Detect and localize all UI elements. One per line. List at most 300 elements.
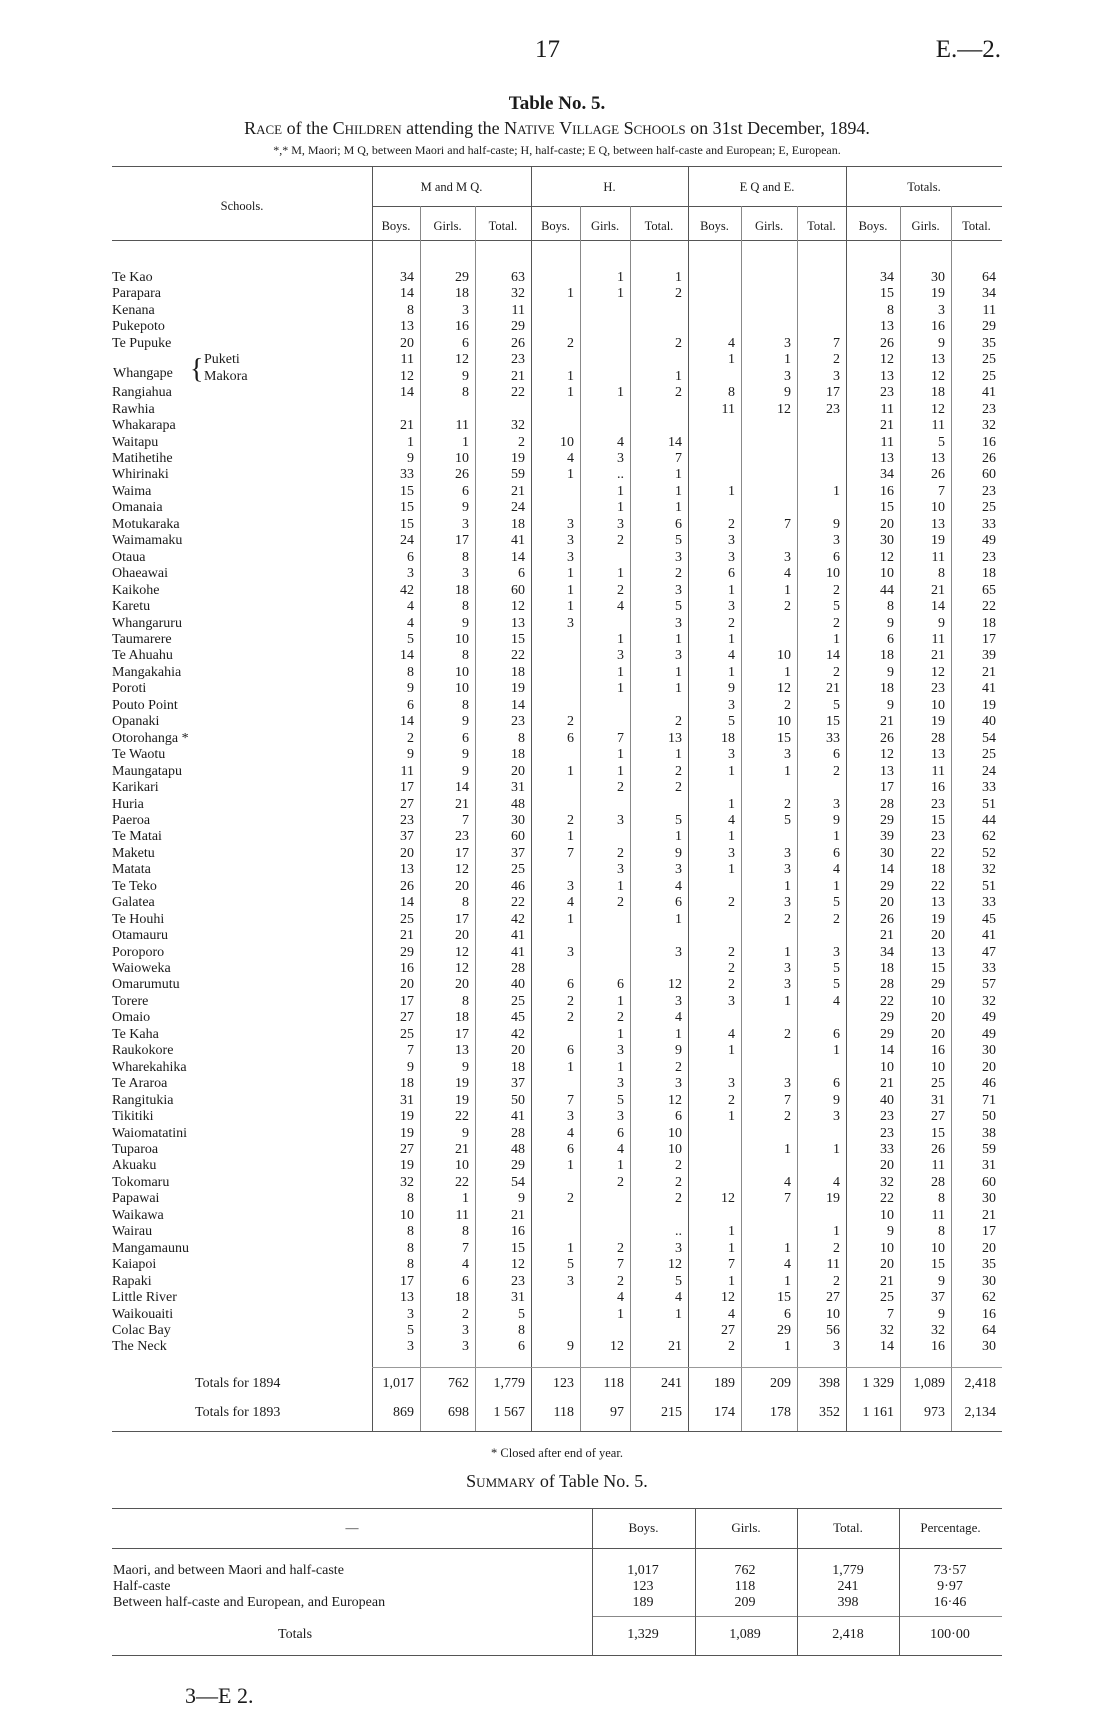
table-cell: 42 [511, 911, 525, 927]
table-cell: 10 [455, 1158, 469, 1174]
table-cell: 15 [511, 1240, 525, 1256]
table-cell: 5 [567, 1257, 574, 1273]
totals-cell: 869 [393, 1405, 414, 1420]
table-cell: 9 [938, 1273, 945, 1289]
table-cell: 5 [407, 1323, 414, 1338]
table-cell [531, 665, 580, 681]
totals-cell: 1 161 [862, 1405, 894, 1420]
summary-total-cell: 2,418 [832, 1627, 864, 1642]
school-name: Whakarapa [112, 418, 176, 434]
table-cell: 2 [617, 582, 624, 598]
table-cell: 3 [728, 1076, 735, 1092]
table-cell: 4 [462, 1257, 469, 1273]
sub-header-boys: Boys. [541, 219, 570, 233]
table-cell: 4 [617, 1290, 624, 1306]
table-cell: 1 [728, 763, 735, 779]
table-cell: 32 [400, 1174, 414, 1190]
table-cell: 10 [455, 681, 469, 697]
table-cell: 41 [982, 681, 996, 697]
table-cell [630, 352, 688, 368]
group-header-totals: Totals. [907, 180, 941, 194]
table-cell [688, 286, 741, 302]
table-cell: 1 [728, 1240, 735, 1256]
table-cell [580, 336, 630, 352]
table-cell: 6 [833, 1026, 840, 1042]
table-cell: 2 [617, 895, 624, 911]
totals-cell: 215 [661, 1405, 682, 1420]
table-cell: 29 [880, 1010, 894, 1026]
table-cell: 18 [721, 730, 735, 746]
table-cell: 3 [567, 878, 574, 894]
table-cell: 7 [938, 483, 945, 499]
table-cell [741, 1126, 797, 1142]
summary-cell: 123 [632, 1579, 654, 1594]
table-cell: 12 [455, 352, 469, 368]
legend-note: *,* M, Maori; M Q, between Maori and half-caste; H, half-caste; E Q, between half-caste and European; E, European. [273, 143, 841, 157]
table-cell: 13 [931, 944, 945, 960]
table-cell: 16 [982, 434, 996, 450]
table-cell: 2 [728, 895, 735, 911]
table-cell [688, 780, 741, 796]
table-cell: 28 [511, 1125, 525, 1141]
table-cell [531, 1076, 580, 1092]
table-row [112, 747, 1002, 763]
table-cell: 3 [784, 747, 791, 763]
summary-dash: — [345, 1520, 359, 1535]
table-cell: 15 [931, 812, 945, 828]
table-row [112, 648, 1002, 664]
table-cell: 32 [982, 862, 996, 878]
sub-header-girls: Girls. [754, 219, 784, 233]
group-header-eq-e: E Q and E. [739, 180, 795, 194]
table-cell: 56 [826, 1323, 840, 1338]
table-cell: 31 [400, 1092, 414, 1108]
table-cell: 3 [784, 335, 791, 351]
table-cell: 26 [511, 335, 525, 351]
table-cell: 34 [880, 270, 894, 285]
table-cell: 2 [728, 1092, 735, 1108]
school-race-table [112, 270, 1002, 1356]
table-cell: 32 [511, 418, 525, 434]
table-cell [797, 500, 846, 516]
table-cell: 4 [784, 1257, 791, 1273]
table-cell: 30 [982, 1273, 996, 1289]
table-cell: 13 [511, 615, 525, 631]
table-cell: 20 [982, 1059, 996, 1075]
table-cell: 2 [728, 615, 735, 631]
table-cell: 1 [567, 763, 574, 779]
table-cell: 4 [407, 615, 414, 631]
school-name: Te Houhi [112, 911, 165, 927]
table-cell: 4 [675, 878, 682, 894]
table-cell: 19 [455, 1076, 469, 1092]
table-cell: 51 [982, 878, 996, 894]
table-cell [741, 500, 797, 516]
table-cell: 13 [880, 450, 894, 466]
school-name: Kenana [112, 302, 155, 318]
table-cell [741, 533, 797, 549]
table-cell [531, 352, 580, 368]
table-cell [797, 451, 846, 467]
table-cell: 3 [728, 549, 735, 565]
table-cell: 1 [728, 1043, 735, 1059]
table-cell: 25 [511, 993, 525, 1009]
table-cell: 4 [728, 335, 735, 351]
school-name: Pouto Point [112, 697, 178, 713]
table-row [112, 780, 1002, 796]
table-row [112, 813, 1002, 829]
table-cell: 27 [826, 1290, 840, 1306]
sub-header-boys: Boys. [858, 219, 888, 233]
table-cell: 2 [567, 993, 574, 1009]
table-cell: 10 [826, 1306, 840, 1322]
table-cell: 40 [511, 977, 525, 993]
table-cell: 19 [455, 1092, 469, 1108]
totals-cell: 698 [448, 1405, 469, 1420]
table-cell [688, 500, 741, 516]
table-row [112, 977, 1002, 993]
table-row [112, 714, 1002, 730]
totals-cell: 2,418 [964, 1376, 996, 1391]
table-row [112, 912, 1002, 928]
table-cell: 33 [982, 961, 996, 977]
table-cell [531, 402, 580, 418]
table-cell: 3 [567, 615, 574, 631]
summary-cell: 398 [837, 1595, 859, 1610]
table-cell: 8 [462, 697, 469, 713]
table-row [112, 961, 1002, 977]
table-cell: 2 [675, 1158, 682, 1174]
table-cell: 46 [511, 878, 525, 894]
table-cell: 4 [567, 450, 574, 466]
totals-cell: 762 [448, 1376, 469, 1391]
table-cell: 23 [400, 812, 414, 828]
table-cell [580, 369, 630, 385]
table-cell: 2 [617, 533, 624, 549]
table-cell: 11 [931, 631, 945, 647]
table-cell: 18 [455, 582, 469, 598]
table-cell: 11 [931, 1158, 945, 1174]
table-cell: 3 [462, 302, 469, 318]
table-cell: 2 [675, 1191, 682, 1207]
table-cell: 30 [880, 533, 894, 549]
table-cell [580, 912, 630, 928]
table-cell: 5 [784, 812, 791, 828]
table-cell: 23 [931, 829, 945, 845]
table-cell: 2 [675, 780, 682, 796]
table-cell: 19 [931, 533, 945, 549]
table-cell: 6 [833, 747, 840, 763]
table-cell: 1 [567, 286, 574, 302]
table-cell: 6 [675, 1109, 682, 1125]
table-cell [797, 270, 846, 286]
table-cell: 2 [784, 697, 791, 713]
table-cell [580, 829, 630, 845]
school-name: Waikawa [112, 1207, 164, 1223]
signature-mark: 3—E 2. [185, 1683, 254, 1708]
table-cell: 16 [931, 780, 945, 796]
table-cell: 48 [511, 1142, 525, 1158]
table-cell: 8 [938, 1191, 945, 1207]
table-cell: 3 [675, 615, 682, 631]
table-cell [531, 418, 580, 434]
table-cell: 4 [567, 1125, 574, 1141]
table-cell: 1 [617, 1059, 624, 1075]
table-cell: 1 [617, 993, 624, 1009]
sub-header-boys: Boys. [700, 219, 729, 233]
school-name: Te Kao [112, 270, 153, 285]
table-cell: 8 [938, 1224, 945, 1240]
table-cell: 20 [880, 1158, 894, 1174]
school-name: Motukaraka [112, 516, 180, 532]
table-cell: 8 [462, 993, 469, 1009]
table-cell: 1 [675, 681, 682, 697]
table-cell [797, 467, 846, 483]
table-cell [797, 1158, 846, 1174]
table-cell: 23 [982, 483, 996, 499]
table-cell: 3 [567, 1109, 574, 1125]
school-name: Kaiapoi [112, 1257, 157, 1273]
table-cell: 2 [833, 911, 840, 927]
table-cell: .. [617, 467, 624, 483]
table-cell: 31 [511, 780, 525, 796]
totals-label: Totals for 1893 [195, 1405, 281, 1420]
table-cell: 4 [617, 1142, 624, 1158]
table-cell: 1 [728, 352, 735, 368]
table-cell: 2 [567, 1010, 574, 1026]
table-cell: 3 [617, 1109, 624, 1125]
table-cell: 22 [511, 385, 525, 401]
table-cell: 4 [728, 812, 735, 828]
table-cell [580, 1323, 630, 1339]
table-cell [741, 780, 797, 796]
table-cell: 7 [462, 812, 469, 828]
table-cell [531, 797, 580, 813]
table-title: Race of the Children attending the Native Village Schools on 31st December, 1894. [244, 118, 870, 138]
table-cell: 28 [931, 1174, 945, 1190]
table-cell: 21 [511, 1207, 525, 1223]
table-row [112, 1060, 1002, 1076]
table-cell: 12 [455, 961, 469, 977]
table-cell: 3 [784, 862, 791, 878]
table-cell: 3 [833, 533, 840, 549]
table-cell: 22 [455, 1174, 469, 1190]
table-cell: 63 [511, 270, 525, 285]
table-cell: 25 [982, 368, 996, 384]
table-cell: 18 [455, 1010, 469, 1026]
table-cell: 13 [880, 368, 894, 384]
table-cell: 2 [675, 286, 682, 302]
summary-cell: 73·57 [933, 1563, 967, 1578]
table-cell: 3 [675, 1240, 682, 1256]
table-cell [741, 319, 797, 335]
table-cell [797, 1010, 846, 1026]
table-cell: 11 [931, 1207, 945, 1223]
table-cell: 60 [982, 467, 996, 483]
school-name: Omanaia [112, 500, 163, 516]
table-cell: 6 [407, 549, 414, 565]
table-cell [688, 451, 741, 467]
table-cell: 12 [511, 1257, 525, 1273]
table-cell [688, 418, 741, 434]
table-cell [741, 451, 797, 467]
table-cell: 3 [784, 977, 791, 993]
table-cell: 25 [982, 500, 996, 516]
table-cell [741, 1208, 797, 1224]
table-cell: 40 [880, 1092, 894, 1108]
table-cell [531, 500, 580, 516]
table-cell: 11 [826, 1257, 840, 1273]
table-cell [688, 319, 741, 335]
table-cell [688, 1010, 741, 1026]
table-row [112, 1126, 1002, 1142]
table-cell: 2 [728, 944, 735, 960]
table-cell [797, 418, 846, 434]
summary-cell: 762 [734, 1563, 756, 1578]
table-cell: 45 [511, 1010, 525, 1026]
table-cell: 30 [511, 812, 525, 828]
table-cell: 15 [931, 1257, 945, 1273]
school-name: Waimamaku [112, 533, 183, 549]
table-cell [531, 1027, 580, 1043]
table-cell: 1 [833, 483, 840, 499]
table-cell: 6 [407, 697, 414, 713]
table-row [112, 270, 1002, 286]
school-name: Te Kaha [112, 1026, 159, 1042]
school-name: Galatea [112, 895, 155, 911]
table-cell: 1 [675, 911, 682, 927]
table-cell: 1 [728, 1109, 735, 1125]
table-cell: 25 [511, 862, 525, 878]
table-cell: 14 [400, 286, 414, 302]
table-cell [531, 632, 580, 648]
table-cell: 2 [617, 1240, 624, 1256]
table-cell: 4 [617, 434, 624, 450]
table-cell: 13 [400, 862, 414, 878]
table-cell: 1 [617, 763, 624, 779]
table-cell: 1 [617, 566, 624, 582]
table-cell: 9 [462, 615, 469, 631]
table-cell: 1 [784, 664, 791, 680]
table-cell: 1 [784, 944, 791, 960]
table-cell: 29 [455, 270, 469, 285]
table-cell: 1 [617, 878, 624, 894]
school-name: Rangitukia [112, 1092, 174, 1108]
school-name: Karetu [112, 599, 151, 615]
table-cell: 1 [675, 664, 682, 680]
table-cell: 17 [455, 1026, 469, 1042]
table-cell: 62 [982, 829, 996, 845]
table-cell: 35 [982, 335, 996, 351]
table-cell: 1 [567, 385, 574, 401]
table-cell: 2 [567, 1191, 574, 1207]
table-cell: 9 [407, 1059, 414, 1075]
table-cell: 20 [511, 763, 525, 779]
table-cell: 42 [400, 582, 414, 598]
table-cell: 1 [784, 352, 791, 368]
table-row [112, 467, 1002, 483]
table-cell: 1 [617, 500, 624, 516]
table-cell: 6 [462, 483, 469, 499]
table-cell: 30 [982, 1191, 996, 1207]
table-cell: 20 [931, 928, 945, 944]
table-cell: 3 [462, 566, 469, 582]
table-row [112, 385, 1002, 401]
table-cell: 27 [400, 796, 414, 812]
table-cell: 16 [931, 319, 945, 335]
school-name: Waitapu [112, 434, 159, 450]
table-cell: 44 [982, 812, 996, 828]
sub-header-girls: Girls. [590, 219, 620, 233]
table-cell: 59 [511, 467, 525, 483]
table-cell: 33 [880, 1142, 894, 1158]
table-row [112, 1208, 1002, 1224]
table-cell: 13 [880, 319, 894, 335]
table-cell: 30 [931, 270, 945, 285]
table-cell [630, 303, 688, 319]
table-cell: 2 [675, 1174, 682, 1190]
table-cell: 6 [617, 1125, 624, 1141]
table-cell [741, 1060, 797, 1076]
school-name: Omaio [112, 1010, 151, 1026]
school-name: Akuaku [112, 1158, 157, 1174]
table-cell: 22 [931, 878, 945, 894]
summary-cell: 1,017 [627, 1563, 659, 1578]
table-cell: 1 [833, 829, 840, 845]
table-cell: 6 [833, 549, 840, 565]
table-cell: 12 [721, 1191, 735, 1207]
table-cell: 13 [931, 450, 945, 466]
table-cell: 39 [880, 829, 894, 845]
table-cell: 21 [455, 1142, 469, 1158]
table-cell: 1 [728, 862, 735, 878]
table-cell: 9 [728, 681, 735, 697]
table-cell: 12 [511, 599, 525, 615]
totals-cell: 118 [553, 1405, 574, 1420]
table-cell: 65 [982, 582, 996, 598]
table-row [112, 599, 1002, 615]
summary-cell: 209 [734, 1595, 756, 1610]
table-cell: 29 [511, 319, 525, 335]
table-cell: 5 [675, 599, 682, 615]
table-cell: 2 [784, 599, 791, 615]
table-cell [580, 402, 630, 418]
table-cell: 21 [982, 664, 996, 680]
table-cell: 7 [567, 845, 574, 861]
table-cell: 7 [462, 1240, 469, 1256]
whangape-sub-makora: Makora [204, 369, 248, 384]
table-cell: 3 [675, 582, 682, 598]
school-name: Te Waotu [112, 747, 166, 763]
table-row [112, 1241, 1002, 1257]
table-cell: 10 [931, 993, 945, 1009]
summary-row-label: Maori, and between Maori and half-caste [113, 1563, 344, 1578]
table-cell: 8 [407, 1224, 414, 1240]
table-cell: 9 [462, 714, 469, 730]
table-cell: 3 [833, 796, 840, 812]
table-cell: 19 [400, 1125, 414, 1141]
table-cell: 16 [931, 1043, 945, 1059]
table-cell [797, 780, 846, 796]
table-cell [688, 1175, 741, 1191]
totals-cell: 209 [770, 1376, 791, 1391]
table-cell: 21 [511, 483, 525, 499]
table-cell: 15 [400, 500, 414, 516]
table-row [112, 1109, 1002, 1125]
table-cell: 3 [567, 944, 574, 960]
table-cell: 62 [982, 1290, 996, 1306]
table-cell: 14 [880, 1043, 894, 1059]
